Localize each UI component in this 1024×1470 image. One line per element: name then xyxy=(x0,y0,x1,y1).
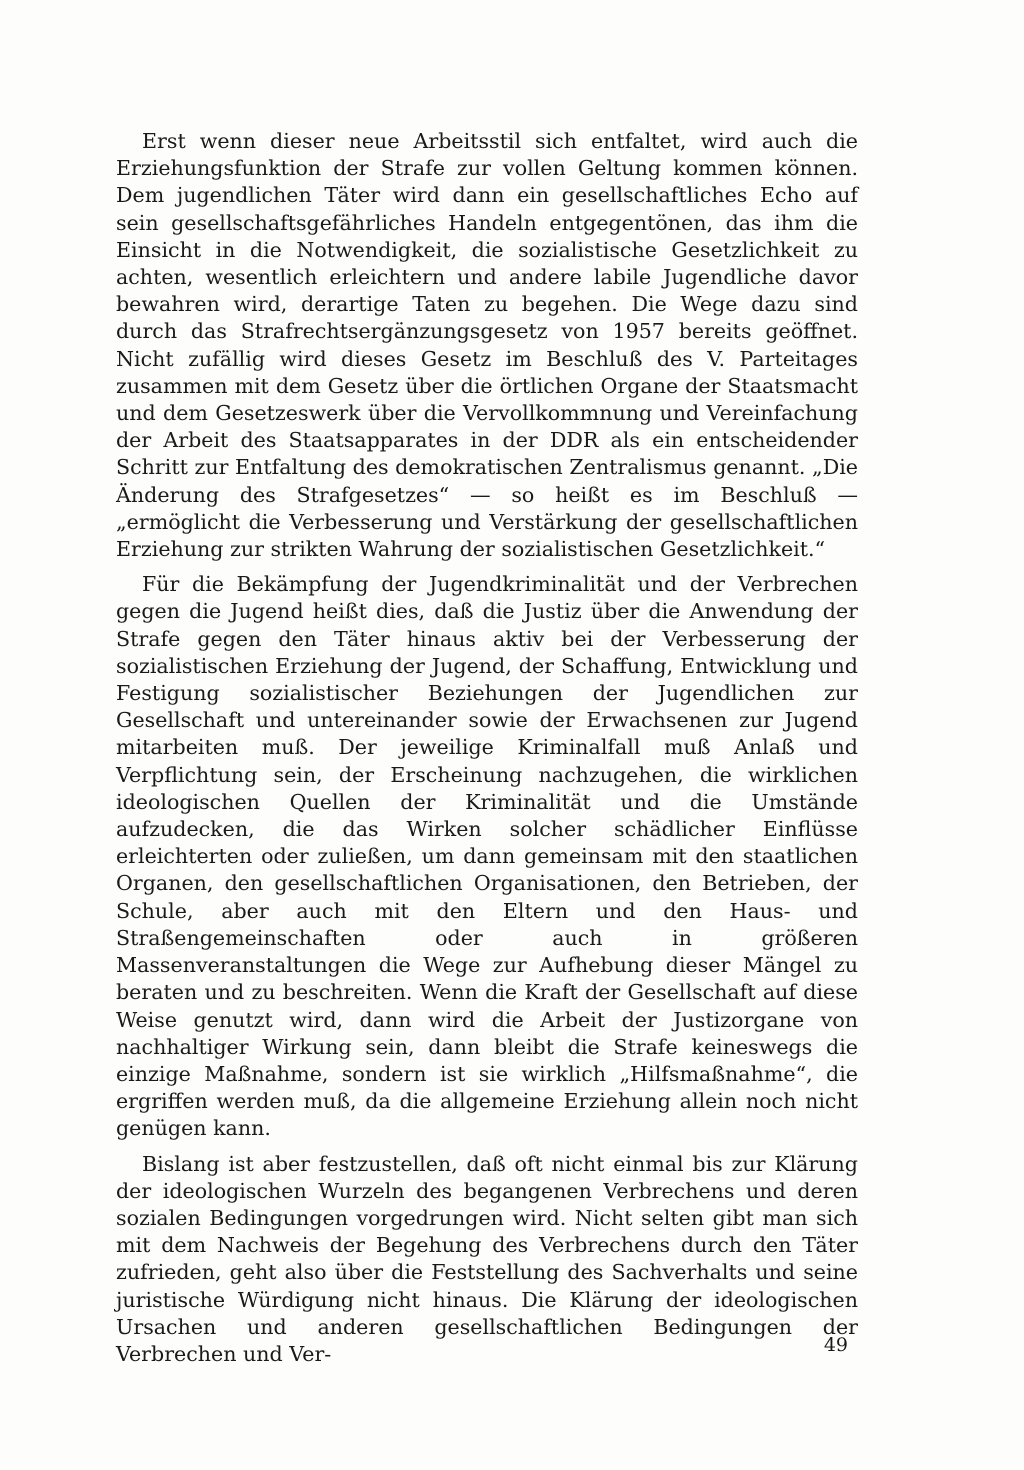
paragraph-1: Erst wenn dieser neue Arbeitsstil sich entfaltet, wird auch die Erziehungsfunktion der Strafe zur vollen Geltung kommen können. Dem jugendlichen Täter wird dann ein gesellschaftliches Echo auf sein gesellschaftsgefährliches Handeln entgegentönen, das ihm die Einsicht in die Notwendigkeit, die sozialistische Gesetzlichkeit zu achten, wesentlich erleichtern und andere labile Jugendliche davor bewahren wird, derartige Taten zu begehen. Die Wege dazu sind durch das Strafrechtsergänzungsgesetz von 1957 bereits geöffnet. Nicht zufällig wird dieses Gesetz im Beschluß des V. Parteitages zusammen mit dem Gesetz über die örtlichen Organe der Staatsmacht und dem Gesetzeswerk über die Vervollkommnung und Vereinfachung der Arbeit des Staatsapparates in der DDR als ein entscheidender Schritt zur Entfaltung des demokratischen Zentralismus genannt. „Die Änderung des Strafgesetzes“ — so heißt es im Beschluß — „ermöglicht die Verbesserung und Verstärkung der gesellschaftlichen Erziehung zur strikten Wahrung der sozialistischen Gesetzlichkeit.“ xyxy=(116,129,858,562)
paragraph-3: Bislang ist aber festzustellen, daß oft nicht einmal bis zur Klärung der ideologischen Wurzeln des begangenen Verbrechens und deren sozialen Bedingungen vorgedrungen wird. Nicht selten gibt man sich mit dem Nachweis der Begehung des Verbrechens durch den Täter zufrieden, geht also über die Feststellung des Sachverhalts und seine juristische Würdigung nicht hinaus. Die Klärung der ideologischen Ursachen und anderen gesellschaftlichen Bedingungen der Verbrechen und Ver- xyxy=(116,1151,858,1366)
paragraph-2: Für die Bekämpfung der Jugendkriminalität und der Verbrechen gegen die Jugend heißt dies, daß die Justiz über die Anwendung der Strafe gegen den Täter hinaus aktiv bei der Verbesserung der sozialistischen Erziehung der Jugend, der Schaffung, Entwicklung und Festigung sozialistischer Beziehungen der Jugendlichen zur Gesellschaft und untereinander sowie der Erwachsenen zur Jugend mitarbeiten muß. Der jeweilige Kriminalfall muß Anlaß und Verpflichtung sein, der Erscheinung nachzugehen, die wirklichen ideologischen Quellen der Kriminalität und die Umstände aufzudecken, die das Wirken solcher schädlicher Einflüsse erleichterten oder zuließen, um dann gemeinsam mit den staatlichen Organen, den gesellschaftlichen Organisationen, den Betrieben, der Schule, aber auch mit den Eltern und den Haus- und Straßengemeinschaften oder auch in größeren Massenveranstaltungen die Wege zur Aufhebung dieser Mängel zu beraten und zu beschreiten. Wenn die Kraft der Gesellschaft auf diese Weise genutzt wird, dann wird die Arbeit der Justizorgane von nachhaltiger Wirkung sein, dann bleibt die Strafe keineswegs die einzige Maßnahme, sondern ist sie wirklich „Hilfsmaßnahme“, die ergriffen werden muß, da die allgemeine Erziehung allein noch nicht genügen kann. xyxy=(116,572,858,1141)
page-number: 49 xyxy=(823,1334,848,1356)
body-text xyxy=(116,128,858,1368)
